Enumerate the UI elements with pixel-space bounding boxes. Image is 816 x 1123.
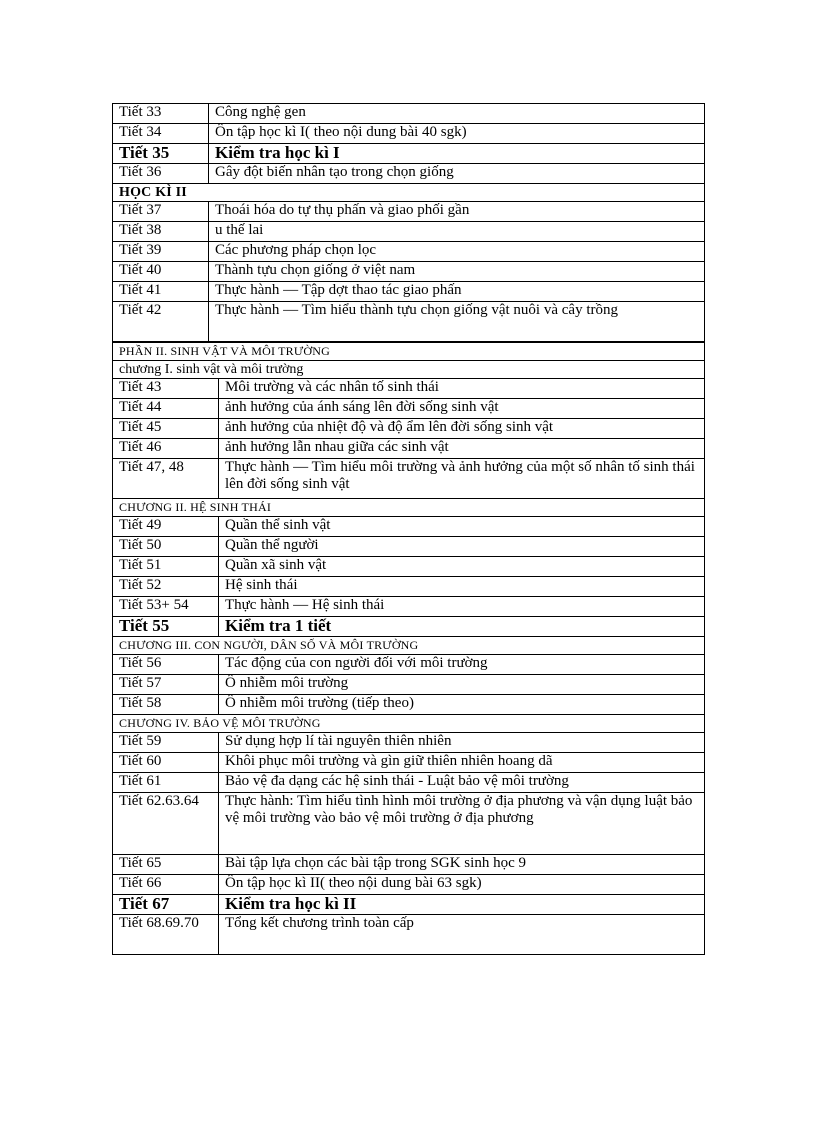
topic-cell: Thực hành — Tìm hiểu môi trường và ảnh hưởng của một số nhân tố sinh thái lên đời sống sinh vật [219, 459, 705, 499]
topic-cell: Thoái hóa do tự thụ phấn và giao phối gần [209, 202, 705, 222]
table-row [113, 655, 705, 675]
section-row [113, 343, 705, 361]
lesson-cell: Tiết 45 [113, 419, 219, 439]
lesson-cell: Tiết 51 [113, 557, 219, 577]
lesson-cell: Tiết 41 [113, 282, 209, 302]
table-row [113, 439, 705, 459]
table-row [113, 202, 705, 222]
lesson-cell: Tiết 62.63.64 [113, 793, 219, 855]
table-row [113, 597, 705, 617]
lesson-cell: Tiết 38 [113, 222, 209, 242]
topic-cell: Tổng kết chương trình toàn cấp [219, 915, 705, 955]
part-heading: PHẦN II. SINH VẬT VÀ MÔI TRƯỜNG [113, 343, 705, 361]
topic-cell: Môi trường và các nhân tố sinh thái [219, 379, 705, 399]
table-row [113, 104, 705, 124]
table-row [113, 517, 705, 537]
topic-cell: Thực hành — Hệ sinh thái [219, 597, 705, 617]
lesson-cell: Tiết 44 [113, 399, 219, 419]
table-row [113, 379, 705, 399]
lesson-cell: Tiết 49 [113, 517, 219, 537]
curriculum-table [112, 103, 704, 955]
topic-cell: Quần xã sinh vật [219, 557, 705, 577]
lesson-cell: Tiết 65 [113, 855, 219, 875]
lesson-cell: Tiết 56 [113, 655, 219, 675]
section-row [113, 499, 705, 517]
lesson-cell: Tiết 67 [113, 895, 219, 915]
lesson-cell: Tiết 52 [113, 577, 219, 597]
lesson-cell: Tiết 33 [113, 104, 209, 124]
table-row [113, 915, 705, 955]
lesson-cell: Tiết 47, 48 [113, 459, 219, 499]
table-row [113, 577, 705, 597]
topic-cell: Ôn tập học kì I( theo nội dung bài 40 sgk) [209, 124, 705, 144]
table-row [113, 773, 705, 793]
table-row [113, 282, 705, 302]
topic-cell: Kiểm tra học kì I [209, 144, 705, 164]
table-row [113, 399, 705, 419]
topic-cell: Sử dụng hợp lí tài nguyên thiên nhiên [219, 733, 705, 753]
table-row [113, 222, 705, 242]
topic-cell: Công nghệ gen [209, 104, 705, 124]
topic-cell: ảnh hưởng của nhiệt độ và độ ẩm lên đời sống sinh vật [219, 419, 705, 439]
section-row [113, 715, 705, 733]
lesson-cell: Tiết 55 [113, 617, 219, 637]
chapter-heading: chương I. sinh vật và môi trường [113, 361, 705, 379]
topic-cell: ảnh hưởng lẫn nhau giữa các sinh vật [219, 439, 705, 459]
table-row [113, 557, 705, 577]
topic-cell: Các phương pháp chọn lọc [209, 242, 705, 262]
table-row [113, 124, 705, 144]
topic-cell: u thế lai [209, 222, 705, 242]
table-row [113, 262, 705, 282]
table-row [113, 419, 705, 439]
lesson-cell: Tiết 58 [113, 695, 219, 715]
chapter-heading: CHƯƠNG IV. BẢO VỆ MÔI TRƯỜNG [113, 715, 705, 733]
topic-cell: Khôi phục môi trường và gìn giữ thiên nhiên hoang dã [219, 753, 705, 773]
table-row [113, 537, 705, 557]
table-row [113, 302, 705, 342]
lesson-cell: Tiết 57 [113, 675, 219, 695]
topic-cell: Kiểm tra 1 tiết [219, 617, 705, 637]
chapter-heading: CHƯƠNG III. CON NGƯỜI, DÂN SỐ VÀ MÔI TRƯỜNG [113, 637, 705, 655]
lesson-cell: Tiết 46 [113, 439, 219, 459]
topic-cell: Tác động của con người đối với môi trường [219, 655, 705, 675]
schedule-table [112, 103, 705, 342]
lesson-cell: Tiết 68.69.70 [113, 915, 219, 955]
section-row [113, 637, 705, 655]
semester-heading: HỌC KÌ II [113, 184, 705, 202]
lesson-cell: Tiết 61 [113, 773, 219, 793]
topic-cell: Kiểm tra học kì II [219, 895, 705, 915]
topic-cell: Thực hành — Tìm hiểu thành tựu chọn giống vật nuôi và cây trồng [209, 302, 705, 342]
topic-cell: Thực hành: Tìm hiểu tình hình môi trường ở địa phương và vận dụng luật bảo vệ môi trường vào bảo vệ môi trường ở địa phương [219, 793, 705, 855]
lesson-cell: Tiết 43 [113, 379, 219, 399]
section-row [113, 184, 705, 202]
lesson-cell: Tiết 42 [113, 302, 209, 342]
lesson-cell: Tiết 34 [113, 124, 209, 144]
lesson-cell: Tiết 53+ 54 [113, 597, 219, 617]
chapter-heading: CHƯƠNG II. HỆ SINH THÁI [113, 499, 705, 517]
topic-cell: Quần thể sinh vật [219, 517, 705, 537]
topic-cell: Hệ sinh thái [219, 577, 705, 597]
table-row [113, 733, 705, 753]
table-row [113, 144, 705, 164]
table-row [113, 793, 705, 855]
table-row [113, 675, 705, 695]
topic-cell: Bài tập lựa chọn các bài tập trong SGK sinh học 9 [219, 855, 705, 875]
lesson-cell: Tiết 60 [113, 753, 219, 773]
topic-cell: Ô nhiễm môi trường [219, 675, 705, 695]
lesson-cell: Tiết 66 [113, 875, 219, 895]
schedule-table-part2 [112, 342, 705, 955]
lesson-cell: Tiết 37 [113, 202, 209, 222]
lesson-cell: Tiết 40 [113, 262, 209, 282]
lesson-cell: Tiết 59 [113, 733, 219, 753]
table-row [113, 164, 705, 184]
topic-cell: Thực hành — Tập dợt thao tác giao phấn [209, 282, 705, 302]
topic-cell: Bảo vệ đa dạng các hệ sinh thái - Luật bảo vệ môi trường [219, 773, 705, 793]
lesson-cell: Tiết 35 [113, 144, 209, 164]
table-row [113, 617, 705, 637]
topic-cell: ảnh hưởng của ánh sáng lên đời sống sinh vật [219, 399, 705, 419]
topic-cell: Gây đột biến nhân tạo trong chọn giống [209, 164, 705, 184]
table-row [113, 895, 705, 915]
topic-cell: Ôn tập học kì II( theo nội dung bài 63 sgk) [219, 875, 705, 895]
table-row [113, 875, 705, 895]
topic-cell: Quần thể người [219, 537, 705, 557]
lesson-cell: Tiết 39 [113, 242, 209, 262]
table-row [113, 695, 705, 715]
topic-cell: Thành tựu chọn giống ở việt nam [209, 262, 705, 282]
table-row [113, 242, 705, 262]
lesson-cell: Tiết 36 [113, 164, 209, 184]
topic-cell: Ô nhiễm môi trường (tiếp theo) [219, 695, 705, 715]
section-row [113, 361, 705, 379]
table-row [113, 855, 705, 875]
table-row [113, 459, 705, 499]
lesson-cell: Tiết 50 [113, 537, 219, 557]
table-row [113, 753, 705, 773]
